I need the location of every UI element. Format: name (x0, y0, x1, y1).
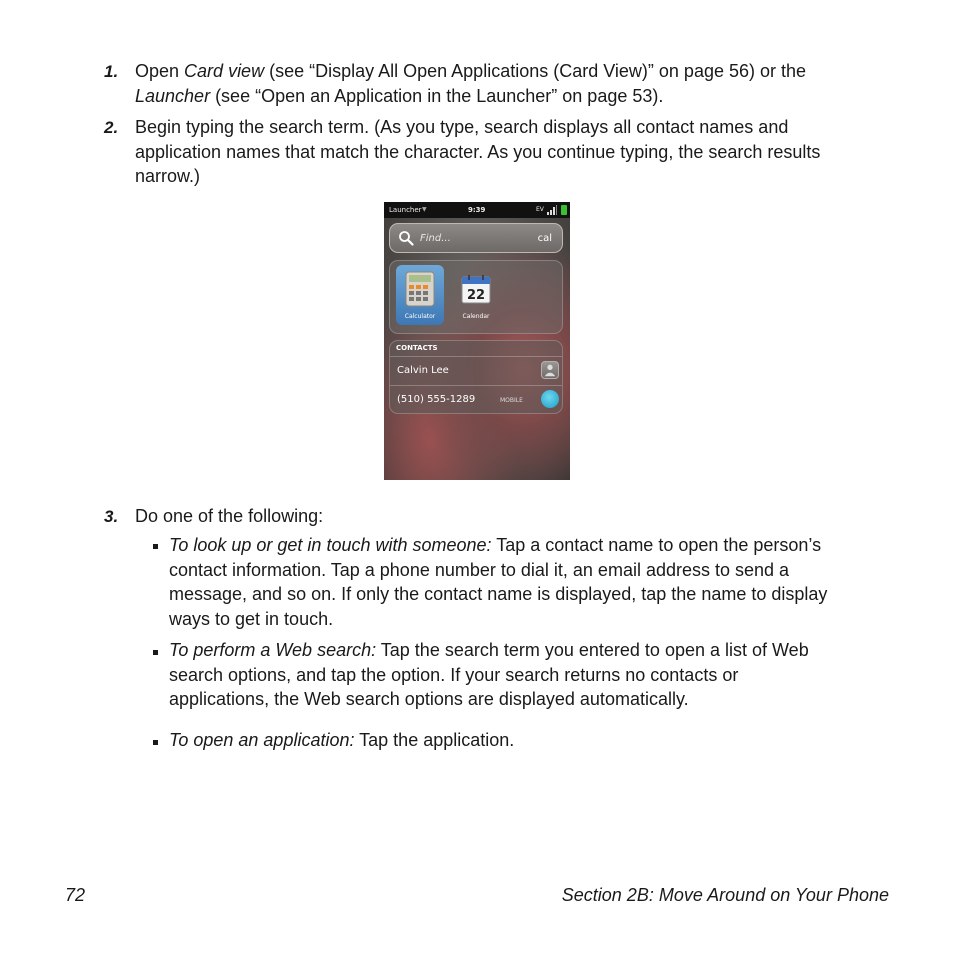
search-field[interactable] (389, 223, 563, 253)
bullet-1-text (169, 533, 909, 631)
app-results-panel (389, 260, 563, 334)
contact-name[interactable]: Calvin Lee (397, 365, 449, 376)
step-1-cont: (see “Display All Open Applications (Card View)” on page 56) or the (264, 61, 807, 81)
bullet-2-first: Tap the search term you entered to open a list of Web (376, 640, 809, 660)
bullet-marker (153, 650, 158, 655)
bullet-2-line: search options, and tap the option. If your search returns no contacts or (169, 664, 739, 685)
signal-bars-icon (547, 205, 557, 215)
contact-name-row[interactable] (390, 356, 562, 385)
bullet-1-line: ways to get in touch. (169, 608, 334, 629)
card-view-term: Card view (184, 61, 265, 81)
calendar-icon (460, 273, 492, 305)
step-3-number: 3. (104, 507, 119, 526)
bullet-2-line: applications, the Web search options are displayed automatically. (169, 689, 689, 709)
contacts-header: CONTACTS (396, 344, 438, 352)
phone-type-label: MOBILE (500, 397, 523, 404)
launcher-search-screenshot (384, 202, 570, 480)
status-network: EV (536, 206, 544, 213)
step-2-line: narrow.) (135, 166, 201, 186)
step-3-text: Do one of the following: (135, 506, 324, 526)
bullet-1-lead: To look up or get in touch with someone: (169, 535, 492, 555)
calendar-day: 22 (466, 288, 486, 303)
step-1-open: Open (135, 61, 185, 81)
bullet-2-lead: To perform a Web search: (169, 640, 377, 660)
bullet-3-first: Tap the application. (354, 730, 515, 750)
calculator-label: Calculator (404, 313, 436, 320)
bullet-2-text (169, 638, 909, 712)
bullet-1-line: message, and so on. If only the contact name is displayed, tap the name to display (169, 584, 828, 604)
contact-phone-row[interactable] (390, 385, 562, 414)
step-1-number: 1. (104, 62, 119, 81)
bullet-3-lead: To open an application: (169, 730, 355, 750)
step-2-number: 2. (104, 118, 119, 137)
bullet-1-line: contact information. Tap a phone number to dial it, an email address to send a (169, 559, 790, 580)
launcher-term: Launcher (135, 85, 211, 106)
contacts-results-panel (389, 340, 563, 414)
contact-phone-number[interactable]: (510) 555-1289 (397, 394, 476, 405)
bullet-1-first: Tap a contact name to open the person’s (491, 535, 822, 555)
calculator-icon (405, 271, 435, 307)
message-bubble-icon[interactable] (541, 390, 559, 408)
page-number: 72 (65, 885, 86, 905)
step-2-line: Begin typing the search term. (As you type, search displays all contact names and (135, 117, 789, 137)
app-menu-caret-icon: ▼ (422, 206, 427, 213)
status-bar (384, 202, 570, 218)
battery-icon (561, 205, 567, 215)
status-app-name: Launcher (389, 206, 422, 214)
search-term[interactable]: cal (537, 233, 552, 244)
section-title: Section 2B: Move Around on Your Phone (561, 885, 889, 905)
search-placeholder: Find... (420, 233, 451, 244)
step-2-line: application names that match the character. As you continue typing, the search results (135, 141, 821, 162)
contact-person-icon[interactable] (541, 361, 559, 379)
bullet-marker (153, 544, 158, 549)
bullet-marker (153, 740, 158, 745)
step-1-text (135, 59, 895, 108)
step-2-text (135, 115, 895, 189)
calendar-app[interactable] (452, 265, 500, 325)
step-1-end: (see “Open an Application in the Launcher” on page 53). (210, 85, 664, 106)
status-time: 9:39 (468, 206, 486, 214)
bullet-3-text (169, 728, 909, 753)
calculator-app[interactable] (396, 265, 444, 325)
search-icon (398, 230, 414, 246)
calendar-label: Calendar (462, 313, 490, 320)
